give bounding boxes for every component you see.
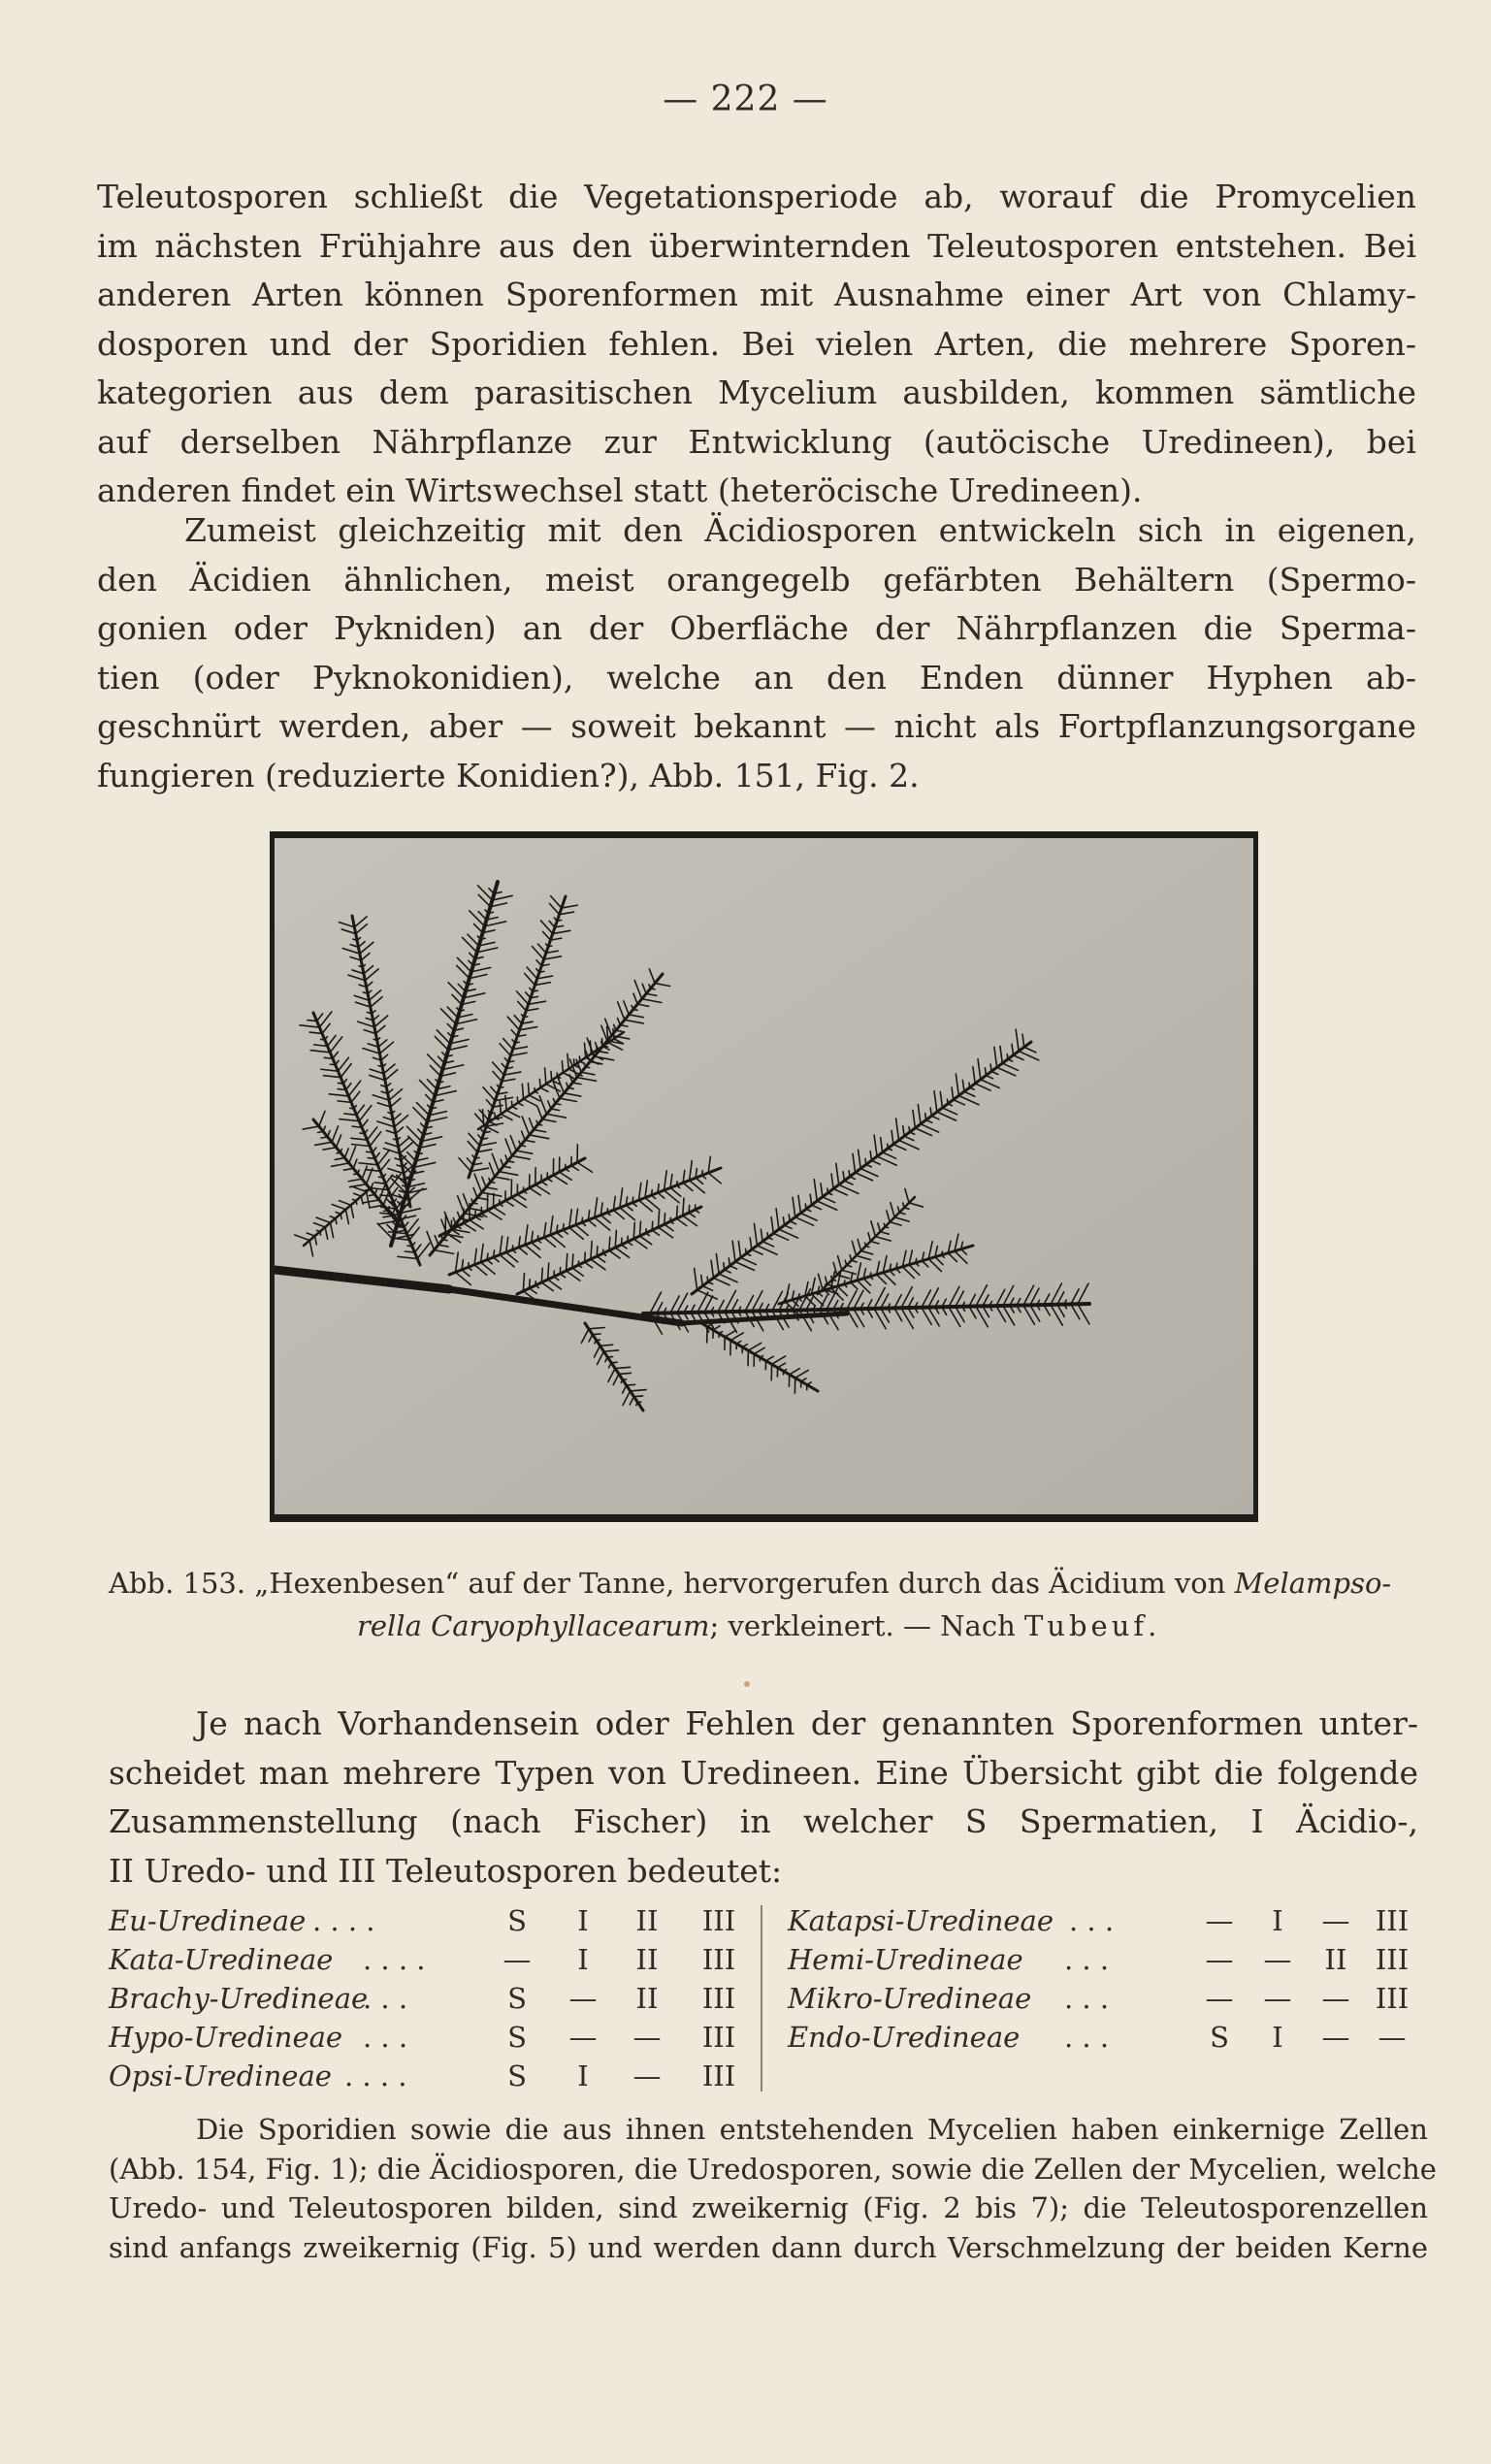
type-name: Mikro-Uredineae	[788, 1982, 1032, 2015]
spore-form-cell: —	[632, 2021, 662, 2054]
caption-species-b: rella Caryophyllacearum	[357, 1609, 710, 1642]
spore-form-cell: III	[1375, 1943, 1410, 1976]
spore-form-cell: —	[1205, 1943, 1234, 1976]
text-line: geschnürt werden, aber — soweit bekannt — nicht als Fortpflanzungsorgane	[97, 707, 1416, 745]
leader-dots: . . .	[1064, 1982, 1110, 2015]
paragraph-2	[97, 506, 1416, 800]
text-line: scheidet man mehrere Typen von Uredineen. Eine Übersicht gibt die folgende	[109, 1753, 1418, 1792]
types-column-right	[788, 1901, 1447, 2057]
text-line: Teleutosporen schließt die Vegetationsperiode ab, worauf die Promycelien	[97, 178, 1416, 215]
spore-form-cell: —	[1378, 2021, 1407, 2054]
spore-form-cell: S	[1210, 2021, 1229, 2054]
spore-form-cell: I	[1272, 2021, 1283, 2054]
spore-form-cell: III	[701, 1982, 736, 2015]
spore-form-cell: II	[1324, 1943, 1347, 1976]
leader-dots: . . . .	[312, 1904, 375, 1937]
spore-form-cell: —	[1205, 1982, 1234, 2015]
spore-form-cell: III	[701, 1904, 736, 1937]
figure-caption	[109, 1562, 1428, 1647]
text-line: anderen findet ein Wirtswechsel statt (heteröcische Uredineen).	[97, 471, 1143, 509]
spore-form-cell: III	[701, 1943, 736, 1976]
text-line: dosporen und der Sporidien fehlen. Bei vielen Arten, die mehrere Sporen-	[97, 324, 1416, 363]
type-row	[788, 1979, 1447, 2018]
print-speck	[744, 1681, 750, 1687]
type-name: Eu-Uredineae	[109, 1904, 307, 1937]
page-number: — 222 —	[663, 80, 828, 119]
spore-form-cell: S	[507, 1904, 527, 1937]
caption-species-a: Melampso-	[1234, 1567, 1392, 1600]
spore-form-cell: III	[1375, 1904, 1410, 1937]
type-row	[788, 1940, 1447, 1979]
text-line: fungieren (reduzierte Konidien?), Abb. 151, Fig. 2.	[97, 756, 920, 794]
type-row	[109, 1979, 749, 2018]
caption-suffix: ; verkleinert. — Nach	[709, 1609, 1024, 1642]
spore-form-cell: —	[568, 2021, 598, 2054]
fir-witches-broom-photo	[275, 838, 1253, 1514]
text-line: Zumeist gleichzeitig mit den Äcidiosporen entwickeln sich in eigenen,	[184, 511, 1416, 549]
text-line: den Äcidien ähnlichen, meist orangegelb gefärbten Behältern (Spermo-	[97, 560, 1416, 599]
type-name: Hemi-Uredineae	[788, 1943, 1023, 1976]
figure-photo-frame	[270, 831, 1258, 1522]
type-name: Endo-Uredineae	[788, 2021, 1021, 2054]
leader-dots: . . .	[1064, 2021, 1110, 2054]
spore-form-cell: —	[1321, 1982, 1350, 2015]
caption-end: .	[1148, 1609, 1157, 1642]
text-line: Die Sporidien sowie die aus ihnen entstehenden Mycelien haben einkernige Zellen	[196, 2113, 1428, 2146]
type-row	[109, 2018, 749, 2057]
spore-form-cell: II	[635, 1943, 659, 1976]
spore-form-cell: III	[1375, 1982, 1410, 2015]
text-line: anderen Arten können Sporenformen mit Ausnahme einer Art von Chlamy-	[97, 276, 1416, 313]
spore-form-cell: —	[1321, 1904, 1350, 1937]
type-name: Katapsi-Uredineae	[788, 1904, 1054, 1937]
leader-dots: . . . .	[344, 2059, 407, 2092]
fir-branch-illustration	[275, 838, 1253, 1514]
spore-form-cell: I	[577, 2059, 589, 2092]
spore-form-cell: I	[577, 1943, 589, 1976]
text-line: kategorien aus dem parasitischen Mycelium ausbilden, kommen sämtliche	[97, 373, 1416, 411]
text-line: tien (oder Pyknokonidien), welche an den Enden dünner Hyphen ab-	[97, 658, 1416, 697]
spore-form-cell: S	[507, 2021, 527, 2054]
text-line: sind anfangs zweikernig (Fig. 5) und werden dann durch Verschmelzung der beiden Kerne	[109, 2230, 1428, 2264]
leader-dots: . . . .	[363, 1943, 426, 1976]
type-row	[788, 2018, 1447, 2057]
text-line: Uredo- und Teleutosporen bilden, sind zweikernig (Fig. 2 bis 7); die Teleutosporenzellen	[109, 2191, 1428, 2224]
spore-form-cell: —	[1321, 2021, 1350, 2054]
type-row	[109, 2057, 749, 2095]
text-line: gonien oder Pykniden) an der Oberfläche der Nährpflanzen die Sperma-	[97, 609, 1416, 647]
type-name: Brachy-Uredineae	[109, 1982, 369, 2015]
spore-form-cell: S	[507, 2059, 527, 2092]
text-line: Zusammenstellung (nach Fischer) in welcher S Spermatien, I Äcidio-,	[109, 1802, 1418, 1840]
paragraph-3	[109, 1700, 1418, 1896]
spore-form-cell: —	[1205, 1904, 1234, 1937]
leader-dots: . . .	[1069, 1904, 1115, 1937]
type-name: Hypo-Uredineae	[109, 2021, 343, 2054]
spore-form-cell: —	[1263, 1982, 1292, 2015]
leader-dots: . . .	[1064, 1943, 1110, 1976]
caption-author: Tubeuf	[1023, 1609, 1149, 1642]
spore-form-cell: II	[635, 1982, 659, 2015]
caption-prefix: Abb. 153. „Hexenbesen“ auf der Tanne, hervorgerufen durch das Äcidium von	[109, 1567, 1235, 1600]
type-row	[109, 1901, 749, 1940]
spore-form-cell: I	[1272, 1904, 1283, 1937]
spore-form-cell: —	[1263, 1943, 1292, 1976]
text-line: im nächsten Frühjahre aus den überwinternden Teleutosporen entstehen. Bei	[97, 226, 1416, 265]
type-name: Opsi-Uredineae	[109, 2059, 332, 2092]
leader-dots: . . .	[363, 2021, 408, 2054]
paragraph-1	[97, 173, 1416, 516]
spore-form-cell: —	[568, 1982, 598, 2015]
type-row	[788, 1901, 1447, 1940]
type-name: Kata-Uredineae	[109, 1943, 334, 1976]
spore-form-cell: —	[502, 1943, 532, 1976]
paragraph-4	[109, 2110, 1437, 2267]
column-divider	[761, 1905, 762, 2091]
spore-form-cell: III	[701, 2021, 736, 2054]
spore-form-cell: I	[577, 1904, 589, 1937]
text-line: (Abb. 154, Fig. 1); die Äcidiosporen, die Uredosporen, sowie die Zellen der Mycelien, welche	[109, 2152, 1437, 2186]
spore-form-cell: S	[507, 1982, 527, 2015]
text-line: II Uredo- und III Teleutosporen bedeutet:	[109, 1851, 783, 1890]
spore-form-cell: III	[701, 2059, 736, 2092]
type-row	[109, 1940, 749, 1979]
types-column-left	[109, 1901, 749, 2095]
spore-form-cell: —	[632, 2059, 662, 2092]
leader-dots: . . .	[363, 1982, 408, 2015]
text-line: Je nach Vorhandensein oder Fehlen der genannten Sporenformen unter-	[196, 1704, 1418, 1742]
text-line: auf derselben Nährpflanze zur Entwicklung (autöcische Uredineen), bei	[97, 422, 1416, 461]
spore-form-cell: II	[635, 1904, 659, 1937]
